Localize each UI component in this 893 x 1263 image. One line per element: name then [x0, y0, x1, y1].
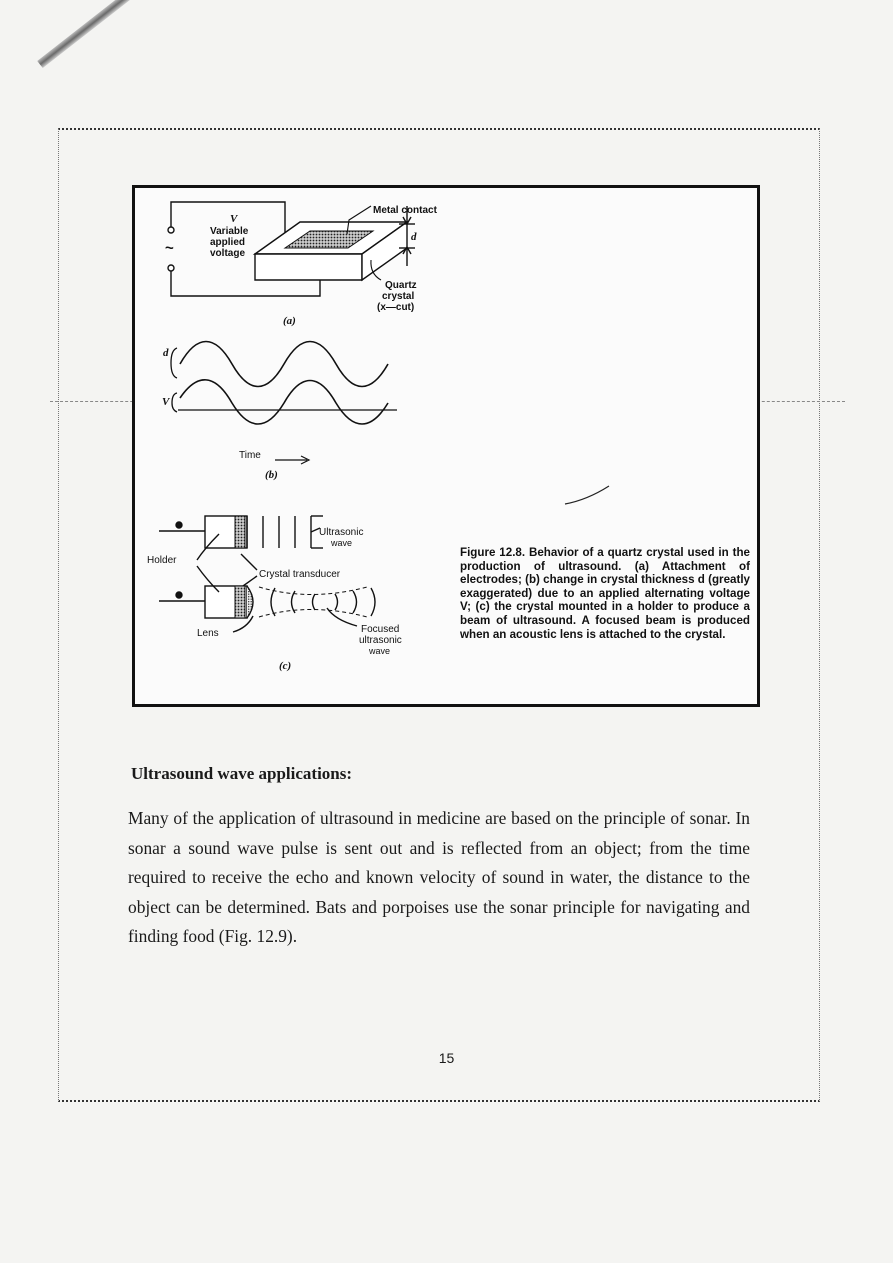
- section-heading: Ultrasound wave applications:: [131, 764, 353, 783]
- metal-contact-label: Metal contact: [373, 205, 437, 216]
- quartz-label-2: crystal: [382, 291, 415, 302]
- panel-c-label: (c): [279, 660, 292, 672]
- voltage-label-1: Variable: [210, 226, 249, 237]
- crystal-transducer-label: Crystal transducer: [259, 569, 341, 580]
- ultrasonic-label-1: Ultrasonic: [319, 527, 364, 538]
- holder-label: Holder: [147, 555, 177, 566]
- figure-12-8: [132, 185, 760, 707]
- voltage-label-3: voltage: [210, 248, 246, 259]
- time-axis-label: Time: [239, 450, 261, 461]
- ultrasonic-label-2: wave: [331, 538, 353, 548]
- focused-label-2: ultrasonic: [359, 635, 402, 646]
- panel-a-label: (a): [283, 315, 296, 327]
- figure-caption: Figure 12.8. Behavior of a quartz crystal used in the production of ultrasound. (a) Attachment of electrodes; (b) change in crystal thickness d (greatly exaggerated) due to an applied alternating voltage V; (c) the crystal mounted in a holder to produce a beam of ultrasound. A focused beam is produced when an acoustic lens is attached to the crystal.: [460, 546, 750, 641]
- body-paragraph: Many of the application of ultrasound in medicine are based on the principle of sonar. In sonar a sound wave pulse is sent out and is reflected from an object; from the time required to receive the echo and known velocity of sound in water, the distance to the object can be determined. Bats and porpoises use the sonar principle for navigating and finding food (Fig. 12.9).: [128, 808, 750, 946]
- lens-label: Lens: [197, 628, 219, 639]
- voltage-label-2: applied: [210, 237, 246, 248]
- focused-label-1: Focused: [361, 624, 400, 635]
- quartz-label-3: (x—cut): [377, 302, 415, 313]
- voltage-symbol: V: [230, 213, 238, 225]
- stray-pen-mark: [565, 486, 609, 504]
- focused-label-3: wave: [369, 646, 391, 656]
- page-fold-mark: [37, 0, 255, 68]
- thickness-label-b: d: [163, 347, 169, 359]
- panel-b-label: (b): [265, 469, 278, 481]
- part-a-electrodes: [168, 202, 415, 296]
- thickness-symbol: d: [411, 231, 417, 243]
- voltage-label-b: V: [162, 396, 170, 408]
- quartz-label-1: Quartz: [385, 280, 417, 291]
- ac-source-symbol: ~: [165, 240, 174, 257]
- part-b-waveforms: [171, 342, 397, 465]
- page-number: 15: [438, 1050, 455, 1066]
